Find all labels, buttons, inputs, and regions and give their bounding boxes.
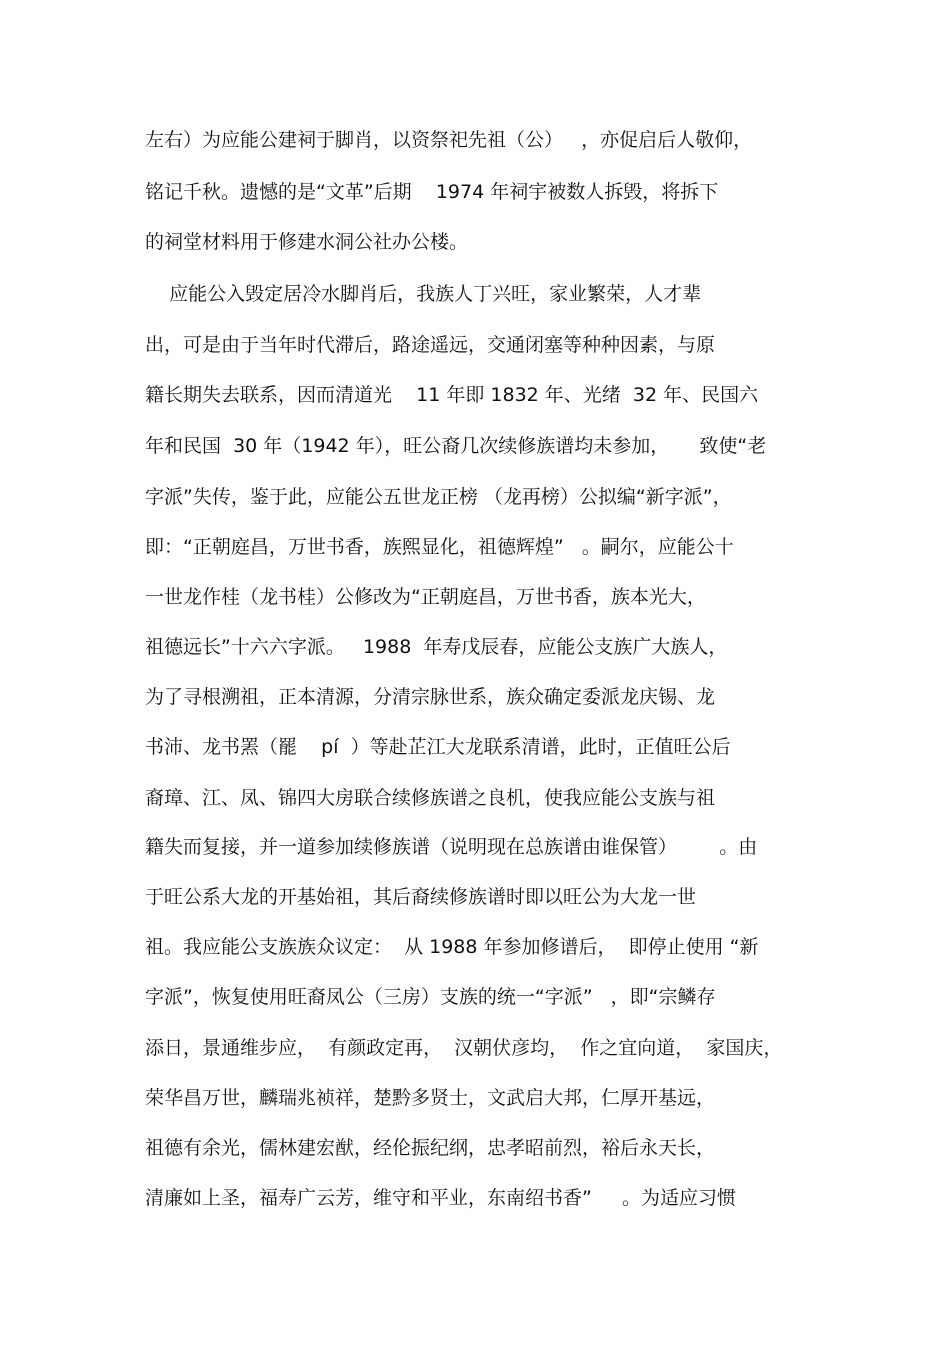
text-line: 于旺公系大龙的开基始祖，其后裔续修族谱时即以旺公为大龙一世 bbox=[145, 886, 697, 908]
text-line: 一世龙作桂（龙书桂）公修改为“正朝庭昌，万世书香，族本光大， bbox=[145, 586, 706, 608]
text-line: 即：“正朝庭昌，万世书香，族熙显化，祖德辉煌” 。嗣尔，应能公十 bbox=[145, 536, 734, 558]
text-line: 籍失而复接，并一道参加续修族谱（说明现在总族谱由谁保管） 。由 bbox=[145, 836, 758, 858]
text-line: 左右）为应能公建祠于脚肖，以资祭祀先祖（公） ，亦促启后人敬仰， bbox=[145, 129, 753, 151]
text-line: 添日，景通维步应， 有颜政定再， 汉朝伏彦均， 作之宜向道， 家国庆， bbox=[145, 1037, 783, 1059]
text-line: 清廉如上圣，福寿广云芳，维守和平业，东南绍书香” 。为适应习惯 bbox=[145, 1187, 737, 1209]
text-line: 荣华昌万世，麟瑞兆祯祥，楚黔多贤士，文武启大邦，仁厚开基远， bbox=[145, 1087, 716, 1109]
text-line: 籍长期失去联系，因而清道光 11 年即 1832 年、光绪 32 年、民国六 bbox=[145, 384, 759, 406]
text-line: 祖。我应能公支族族众议定： 从 1988 年参加修谱后， 即停止使用 “新 bbox=[145, 936, 759, 958]
text-line: 为了寻根溯祖，正本清源，分清宗脉世系，族众确定委派龙庆锡、龙 bbox=[145, 686, 716, 708]
text-line: 祖德有余光，儒林建宏猷，经伦振纪纲，忠孝昭前烈，裕后永天长， bbox=[145, 1137, 716, 1159]
text-line: 出，可是由于当年时代滞后，路途遥远，交通闭塞等种种因素，与原 bbox=[145, 334, 716, 356]
text-line: 字派”失传，鉴于此，应能公五世龙正榜 （龙再榜）公拟编“新字派”， bbox=[145, 486, 732, 508]
text-line: 年和民国 30 年（1942 年），旺公裔几次续修族谱均未参加， 致使“老 bbox=[145, 435, 767, 457]
text-line: 的祠堂材料用于修建水洞公社办公楼。 bbox=[145, 231, 469, 253]
text-line: 书沛、龙书罴（罷 pí ）等赴芷江大龙联系清谱，此时，正值旺公后 bbox=[145, 736, 731, 758]
text-line: 裔璋、江、凤、锦四大房联合续修族谱之良机，使我应能公支族与祖 bbox=[145, 787, 716, 809]
paragraph-start-line: 应能公入毁定居冷水脚肖后，我族人丁兴旺，家业繁荣，人才辈 bbox=[145, 283, 702, 305]
text-line: 祖德远长”十六六字派。 1988 年寿戊辰春，应能公支族广大族人， bbox=[145, 636, 728, 658]
text-line: 字派”，恢复使用旺裔凤公（三房）支族的统一“字派” ，即“宗鳞存 bbox=[145, 986, 716, 1008]
text-line: 铭记千秋。遗憾的是“文革”后期 1974 年祠宇被数人拆毁，将拆下 bbox=[145, 181, 719, 203]
